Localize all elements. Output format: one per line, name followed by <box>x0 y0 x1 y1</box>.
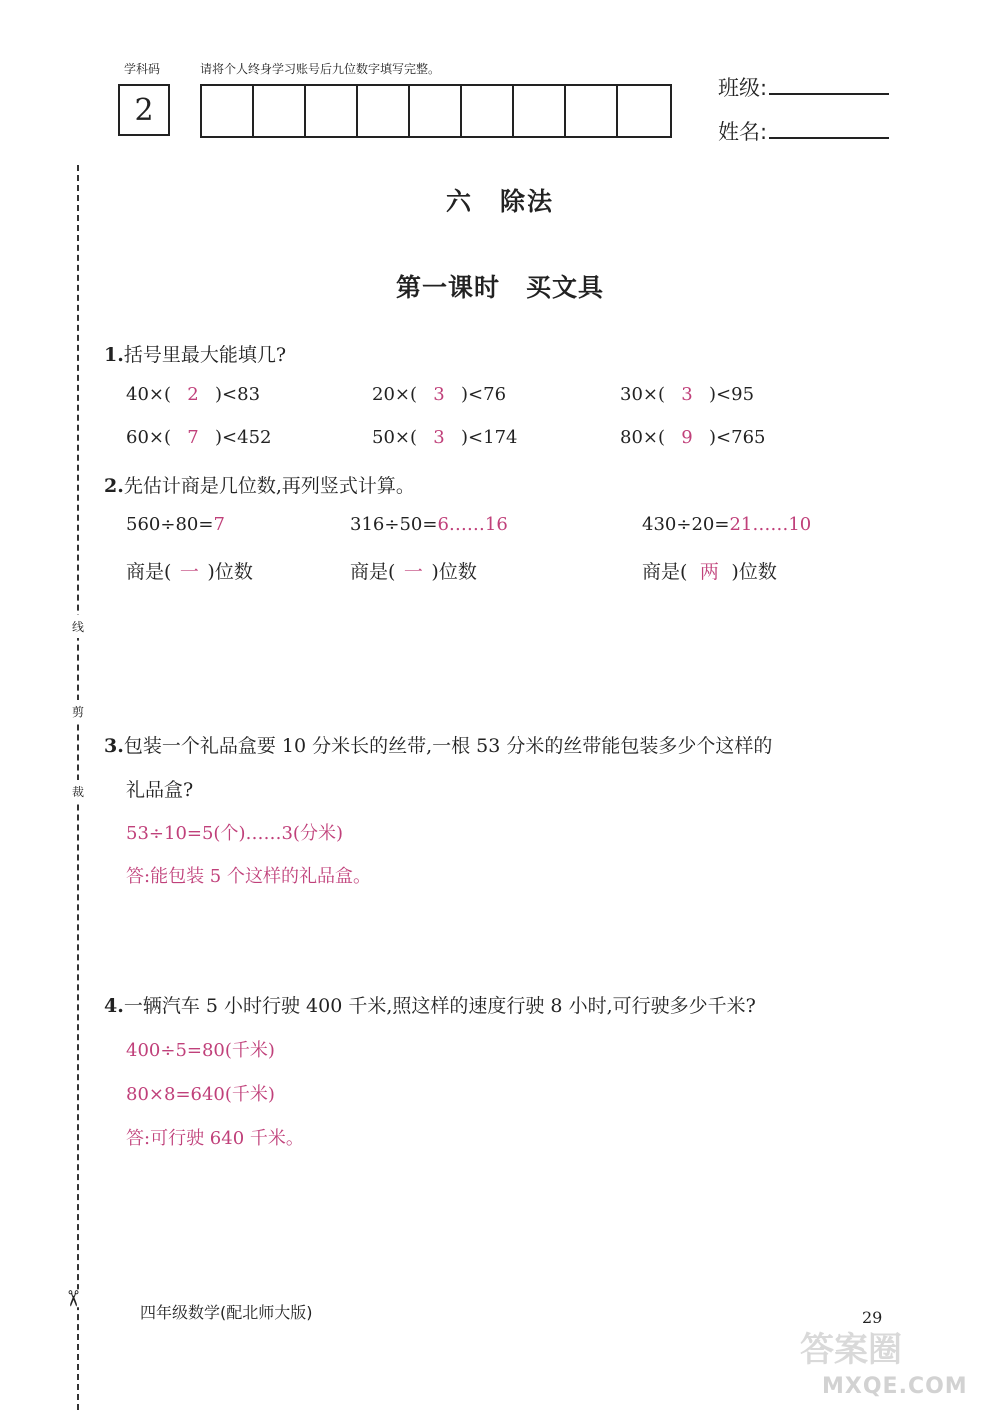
watermark-logo: 答案圈 <box>800 1330 902 1370</box>
q1-item <box>372 427 517 448</box>
question-1 <box>104 340 286 367</box>
answer: 两 <box>699 561 719 583</box>
q4-work-1: 400÷5=80(千米) <box>126 1040 275 1061</box>
expr-post: )<765 <box>709 427 766 448</box>
class-blank[interactable] <box>769 75 889 95</box>
answer: 一 <box>179 561 199 583</box>
question-number: 4. <box>104 995 124 1017</box>
q1-item <box>126 427 271 448</box>
expr-pre: 20×( <box>372 384 418 405</box>
book-title: 四年级数学(配北师大版) <box>140 1303 313 1322</box>
digits-pre: 商是( <box>126 561 172 583</box>
expr-post: )<76 <box>461 384 507 405</box>
question-3-line2: 礼品盒? <box>126 779 194 801</box>
expr-pre: 30×( <box>620 384 666 405</box>
subject-code-box <box>118 84 170 136</box>
class-label: 班级: <box>718 76 768 100</box>
cut-char-trim: 裁 <box>70 780 86 803</box>
question-number: 3. <box>104 735 124 757</box>
digits-post: )位数 <box>731 561 777 583</box>
name-field[interactable] <box>718 116 889 146</box>
question-3 <box>104 731 772 758</box>
answer: 6……16 <box>437 514 508 535</box>
answer: 3 <box>681 384 693 405</box>
expr-pre: 60×( <box>126 427 172 448</box>
expr-pre: 50×( <box>372 427 418 448</box>
expr-post: )<95 <box>709 384 755 405</box>
q2-digits <box>642 557 777 584</box>
question-text: 包装一个礼品盒要 10 分米长的丝带,一根 53 分米的丝带能包装多少个这样的 <box>123 735 773 757</box>
answer: 3 <box>433 384 445 405</box>
digit-cell[interactable] <box>514 86 566 136</box>
q1-item <box>372 384 506 405</box>
question-number: 1. <box>104 344 124 366</box>
digit-cell[interactable] <box>566 86 618 136</box>
division-expr: 430÷20= <box>642 514 730 535</box>
cut-char-line: 线 <box>70 615 86 638</box>
digit-cell[interactable] <box>618 86 670 136</box>
question-2 <box>104 471 415 498</box>
q2-expr <box>126 514 225 535</box>
answer: 7 <box>213 514 225 535</box>
q2-digits <box>350 557 477 584</box>
answer: 一 <box>403 561 423 583</box>
question-number: 2. <box>104 475 124 497</box>
expr-post: )<174 <box>461 427 518 448</box>
question-4 <box>104 991 756 1018</box>
digit-cell[interactable] <box>202 86 254 136</box>
answer: 7 <box>187 427 199 448</box>
q1-item <box>620 384 754 405</box>
q4-work-2: 80×8=640(千米) <box>126 1084 275 1105</box>
q1-item <box>620 427 765 448</box>
account-digit-boxes[interactable] <box>200 84 672 138</box>
cut-char-cut: 剪 <box>70 700 86 723</box>
subject-code-value: 2 <box>134 92 154 128</box>
page-number: 29 <box>862 1308 883 1327</box>
digits-post: )位数 <box>431 561 477 583</box>
question-text: 括号里最大能填几? <box>123 344 287 366</box>
question-text: 一辆汽车 5 小时行驶 400 千米,照这样的速度行驶 8 小时,可行驶多少千米? <box>123 995 756 1017</box>
scissors-icon: ✂ <box>59 1289 85 1308</box>
answer: 9 <box>681 427 693 448</box>
chapter-title: 六 除法 <box>445 187 554 216</box>
lesson-title: 第一课时 买文具 <box>395 273 604 302</box>
digits-pre: 商是( <box>642 561 688 583</box>
answer: 21……10 <box>729 514 812 535</box>
question-text: 先估计商是几位数,再列竖式计算。 <box>123 475 415 497</box>
digits-post: )位数 <box>207 561 253 583</box>
division-expr: 560÷80= <box>126 514 214 535</box>
digit-cell[interactable] <box>306 86 358 136</box>
answer: 2 <box>187 384 199 405</box>
subject-code-hint: 请将个人终身学习账号后九位数字填写完整。 <box>200 62 441 76</box>
division-expr: 316÷50= <box>350 514 438 535</box>
name-blank[interactable] <box>769 119 889 139</box>
q1-item <box>126 384 260 405</box>
q2-digits <box>126 557 253 584</box>
digit-cell[interactable] <box>462 86 514 136</box>
expr-post: )<83 <box>215 384 261 405</box>
q2-expr <box>642 514 811 535</box>
watermark-site: MXQE.COM <box>822 1374 968 1399</box>
class-field[interactable] <box>718 72 889 102</box>
expr-pre: 40×( <box>126 384 172 405</box>
q3-work: 53÷10=5(个)……3(分米) <box>126 823 343 844</box>
q2-expr <box>350 514 508 535</box>
subject-code-label: 学科码 <box>124 62 161 76</box>
expr-pre: 80×( <box>620 427 666 448</box>
q3-answer: 答:能包装 5 个这样的礼品盒。 <box>126 866 371 887</box>
digits-pre: 商是( <box>350 561 396 583</box>
digit-cell[interactable] <box>358 86 410 136</box>
answer: 3 <box>433 427 445 448</box>
expr-post: )<452 <box>215 427 272 448</box>
digit-cell[interactable] <box>254 86 306 136</box>
q4-answer: 答:可行驶 640 千米。 <box>126 1128 304 1149</box>
name-label: 姓名: <box>718 120 768 144</box>
digit-cell[interactable] <box>410 86 462 136</box>
